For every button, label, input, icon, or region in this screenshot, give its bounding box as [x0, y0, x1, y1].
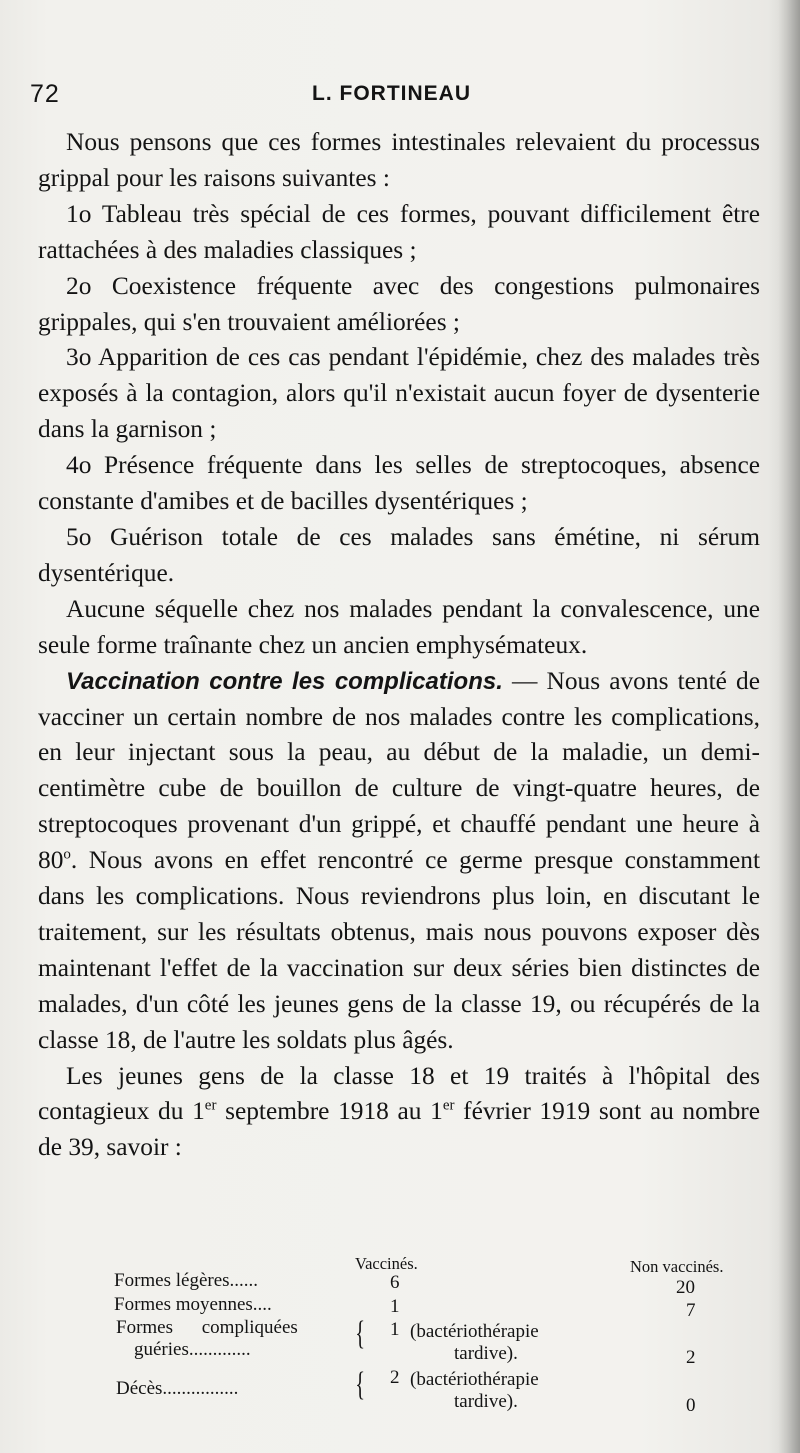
row-label-deaths: Décès................ [116, 1378, 239, 1399]
degree-mark: o [63, 846, 71, 863]
list-item-1: 1o Tableau très spécial de ces formes, pouvant difficilement être rattachées à des maladies classiques ; [38, 199, 760, 264]
brace-complicated: { [355, 1315, 366, 1352]
cell-vaccinated-complicated: 1 [390, 1319, 400, 1340]
cell-vaccinated-light: 6 [390, 1272, 400, 1293]
young-men-text-part1: Les jeunes gens de la classe 18 et 19 traités à l'hôpital des contagieux du 1 [38, 1061, 760, 1126]
row-label-light-forms: Formes légères...... [114, 1270, 259, 1291]
cell-not-vaccinated-deaths: 0 [686, 1395, 696, 1416]
section-heading-vaccination: Vaccination contre les complications. [66, 667, 503, 695]
paragraph-intro: Nous pensons que ces formes intestinales relevaient du processus grippal pour les raisons suivantes : [38, 128, 760, 192]
list-item-3: 3o Apparition de ces cas pendant l'épidémie, chez des malades très exposés à la contagion, alors qu'il n'existait aucun foyer de dysenterie dans la garnison ; [38, 343, 760, 444]
note-late-1: tardive). [454, 1343, 518, 1364]
row-label-cured: guéries............. [134, 1339, 251, 1360]
list-item-2: 2o Coexistence fréquente avec des congestions pulmonaires grippales, qui s'en trouvaient améliorées ; [38, 271, 760, 336]
column-header-not-vaccinated: Non vaccinés. [630, 1257, 724, 1276]
cell-not-vaccinated-complicated: 2 [686, 1347, 696, 1368]
note-bacteriotherapy-1: (bactériothérapie [410, 1321, 539, 1342]
superscript-er-1: er [204, 1098, 217, 1114]
running-title: L. FORTINEAU [312, 82, 471, 105]
brace-deaths: { [355, 1366, 366, 1403]
page-number: 72 [30, 80, 60, 108]
cell-vaccinated-deaths: 2 [390, 1367, 400, 1388]
young-men-text-part3: février 1919 sont au nombre de 39, savoir : [38, 1097, 760, 1162]
vaccination-text-part2: . Nous avons en effet rencontré ce germe presque constamment dans les complications. Nous reviendrons plus loin, en discutant le traitement, sur les résultats obtenus, mais nous pouvons exposer dès maintenant l'effet de la vaccination sur deux séries bien distinctes de malades, d'un côté les jeunes gens de la classe 19, ou récupérés de la classe 18, de l'autre les soldats plus âgés. [38, 846, 760, 1054]
vaccination-text-part1: — Nous avons tenté de vacciner un certain nombre de nos malades contre les complications, en leur injectant sous la peau, au début de la maladie, un demi-centimètre cube de bouillon de culture de vingt-quatre heures, de streptocoques provenant d'un grippé, et chauffé pendant une heure à 80 [38, 666, 760, 875]
note-bacteriotherapy-2: (bactériothérapie [410, 1369, 539, 1390]
cell-not-vaccinated-medium: 7 [686, 1300, 696, 1321]
young-men-text-part2: septembre 1918 au 1 [216, 1097, 443, 1126]
list-item-5: 5o Guérison totale de ces malades sans émétine, ni sérum dysentérique. [38, 522, 760, 587]
row-label-medium-forms: Formes moyennes.... [114, 1294, 272, 1315]
cell-vaccinated-medium: 1 [390, 1296, 400, 1317]
superscript-er-2: er [442, 1098, 455, 1114]
list-item-4: 4o Présence fréquente dans les selles de streptocoques, absence constante d'amibes et de bacilles dysentériques ; [38, 451, 760, 516]
note-late-2: tardive). [454, 1391, 518, 1412]
row-label-complicated-forms: Formes compliquées [116, 1317, 298, 1338]
cell-not-vaccinated-light: 20 [676, 1277, 695, 1298]
paragraph-sequelae: Aucune séquelle chez nos malades pendant la convalescence, une seule forme traînante chez un ancien emphysémateux. [38, 594, 760, 659]
column-header-vaccinated: Vaccinés. [355, 1254, 418, 1273]
